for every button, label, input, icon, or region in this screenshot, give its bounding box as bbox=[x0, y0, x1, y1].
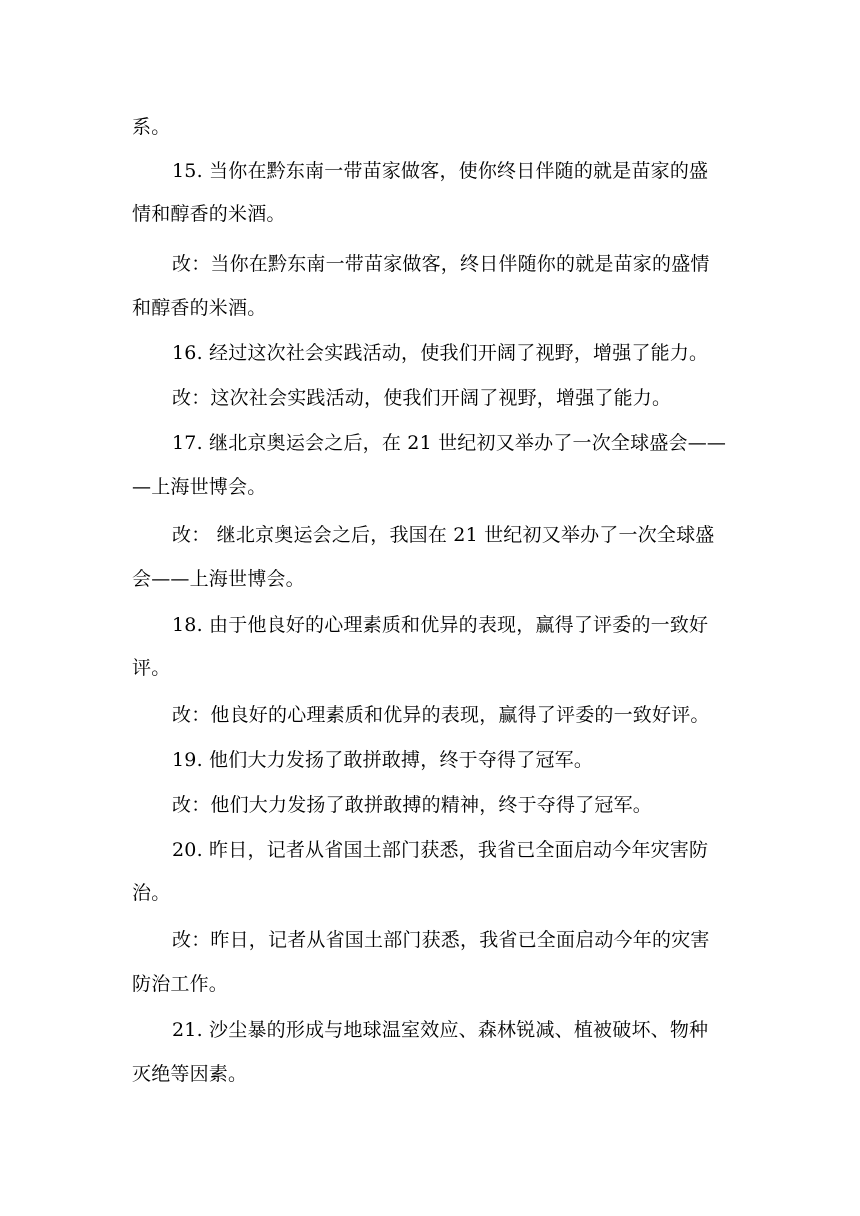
item-19-revised: 改：他们大力发扬了敢拼敢搏的精神，终于夺得了冠军。 bbox=[172, 794, 653, 816]
item-16-original: 16. 经过这次社会实践活动，使我们开阔了视野，增强了能力。 bbox=[172, 342, 709, 364]
item-15-revised-line-2: 和醇香的米酒。 bbox=[132, 297, 267, 319]
item-19-original: 19. 他们大力发扬了敢拼敢搏，终于夺得了冠军。 bbox=[172, 749, 594, 771]
item-17-original-line-1: 17. 继北京奥运会之后，在 21 世纪初又举办了一次全球盛会—— bbox=[172, 432, 727, 454]
item-17-revised-line-2: 会——上海世博会。 bbox=[132, 568, 305, 590]
item-17-original-line-2: —上海世博会。 bbox=[132, 476, 267, 498]
line-continuation: 系。 bbox=[132, 116, 171, 138]
item-15-original-line-1: 15. 当你在黔东南一带苗家做客，使你终日伴随的就是苗家的盛 bbox=[172, 160, 709, 182]
item-20-revised-line-1: 改：昨日，记者从省国土部门获悉，我省已全面启动今年的灾害 bbox=[172, 929, 710, 951]
item-17-revised-line-1: 改： 继北京奥运会之后，我国在 21 世纪初又举办了一次全球盛 bbox=[172, 524, 715, 546]
item-20-revised-line-2: 防治工作。 bbox=[132, 973, 229, 995]
item-18-original-line-1: 18. 由于他良好的心理素质和优异的表现，赢得了评委的一致好 bbox=[172, 614, 709, 636]
item-21-original-line-1: 21. 沙尘暴的形成与地球温室效应、森林锐减、植被破坏、物种 bbox=[172, 1019, 709, 1041]
item-20-original-line-1: 20. 昨日，记者从省国土部门获悉，我省已全面启动今年灾害防 bbox=[172, 839, 709, 861]
item-21-original-line-2: 灭绝等因素。 bbox=[132, 1063, 248, 1085]
item-20-original-line-2: 治。 bbox=[132, 882, 171, 904]
item-18-revised: 改：他良好的心理素质和优异的表现，赢得了评委的一致好评。 bbox=[172, 704, 710, 726]
item-15-revised-line-1: 改：当你在黔东南一带苗家做客，终日伴随你的就是苗家的盛情 bbox=[172, 253, 710, 275]
item-16-revised: 改：这次社会实践活动，使我们开阔了视野，增强了能力。 bbox=[172, 387, 672, 409]
item-18-original-line-2: 评。 bbox=[132, 657, 171, 679]
item-15-original-line-2: 情和醇香的米酒。 bbox=[132, 203, 286, 225]
